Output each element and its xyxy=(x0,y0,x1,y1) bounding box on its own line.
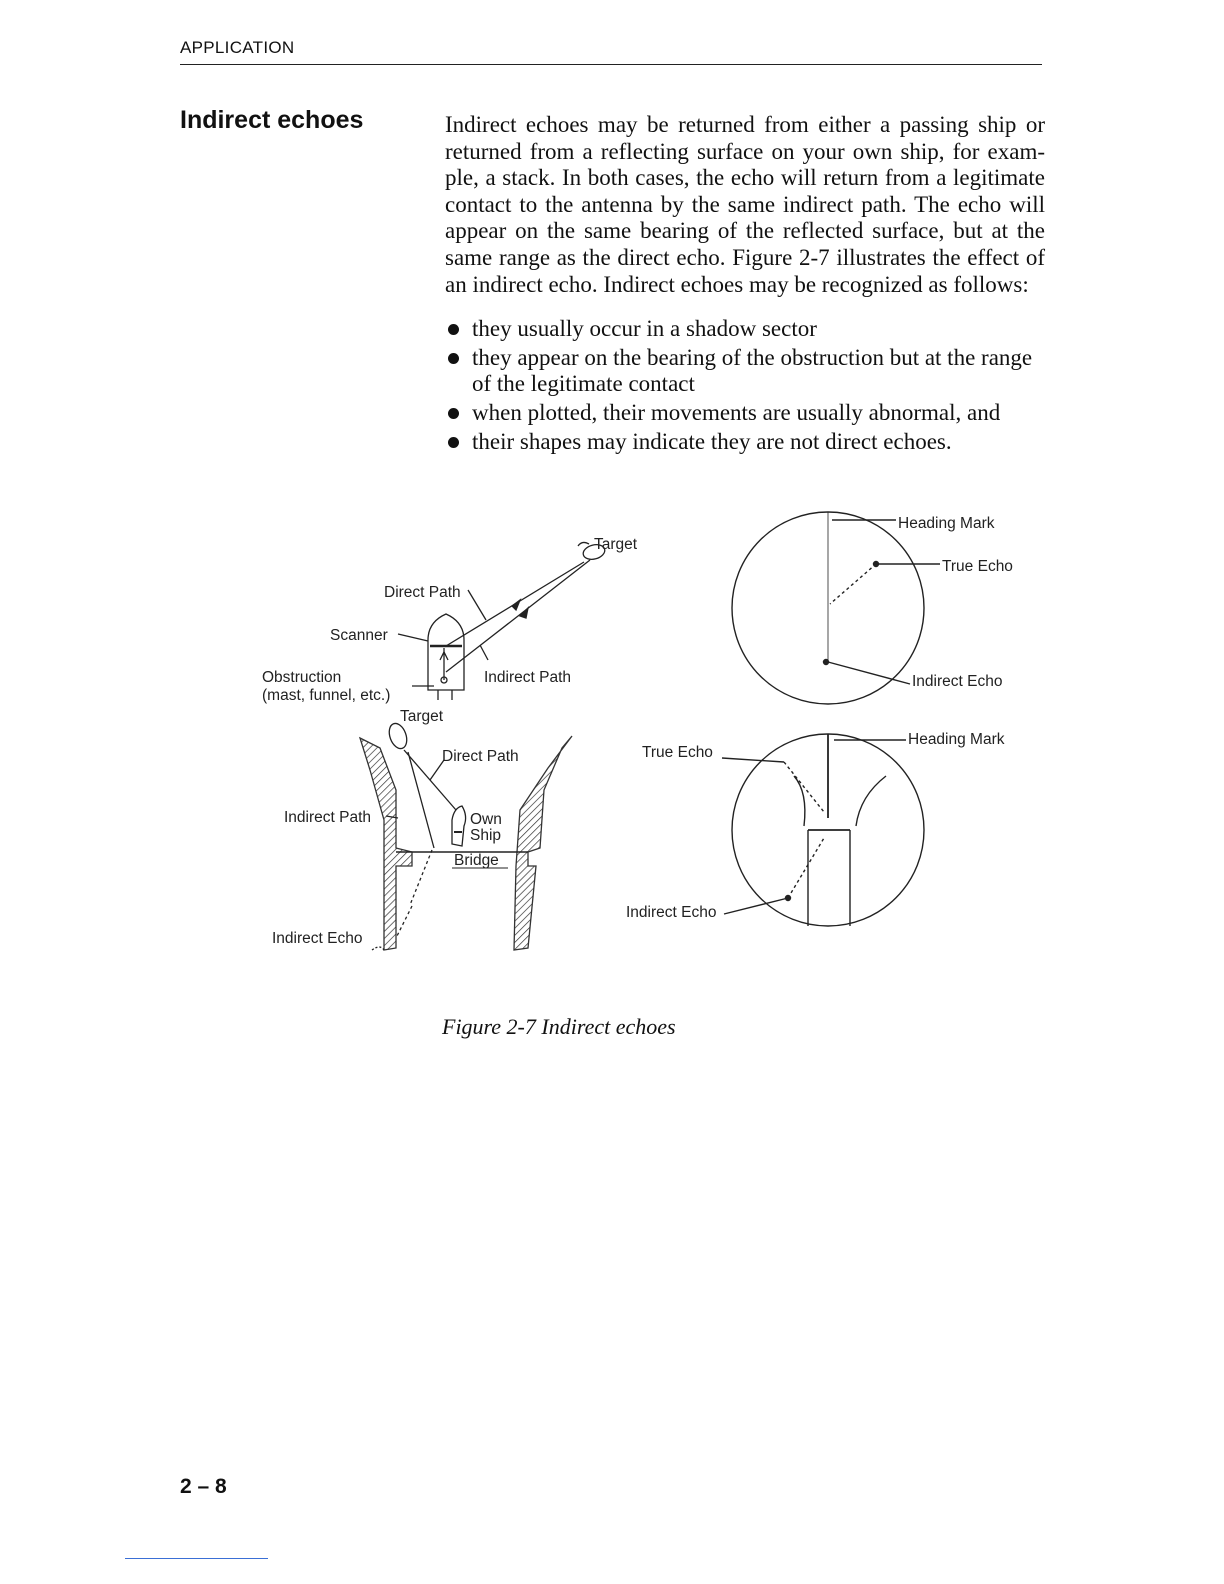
radar-display-lower xyxy=(722,734,924,926)
label-indirect-echo-2: Indirect Echo xyxy=(626,904,717,921)
label-ship: Ship xyxy=(470,827,502,844)
label-direct-path-top: Direct Path xyxy=(384,584,461,601)
true-echo-leader xyxy=(722,758,784,762)
figure-caption: Figure 2-7 Indirect echoes xyxy=(442,1014,676,1039)
running-header: APPLICATION xyxy=(180,38,295,57)
label-target-bottom: Target xyxy=(400,708,444,725)
paragraph-line: Indirect echoes may be returned from either a passing ship or xyxy=(445,112,1045,137)
label-indirect-path-top: Indirect Path xyxy=(484,669,572,686)
label-direct-path-bottom: Direct Path xyxy=(442,748,519,765)
list-item-text-continued: of the legitimate contact xyxy=(472,371,695,396)
section-heading: Indirect echoes xyxy=(180,106,364,134)
label-indirect-path-bottom: Indirect Path xyxy=(284,809,372,826)
hatched-wall-left xyxy=(360,738,412,950)
label-own: Own xyxy=(470,811,502,828)
list-item-text: their shapes may indicate they are not direct echoes. xyxy=(472,429,952,454)
paragraph-line: ple, a stack. In both cases, the echo will return from a legitimate xyxy=(445,165,1045,191)
radar-display-upper xyxy=(732,512,940,704)
list-item-text: they usually occur in a shadow sector xyxy=(472,316,817,341)
hatched-wall-right xyxy=(514,736,572,950)
footer-rule xyxy=(125,1558,268,1559)
label-heading-mark-1: Heading Mark xyxy=(898,515,995,532)
list-item-text: they appear on the bearing of the obstruction but at the range xyxy=(472,345,1033,370)
paragraph-line: an indirect echo. Indirect echoes may be recognized as follows: xyxy=(445,271,1029,297)
label-bridge: Bridge xyxy=(454,852,499,869)
label-obstruction: Obstruction xyxy=(262,669,342,686)
label-true-echo-1: True Echo xyxy=(942,558,1013,575)
label-heading-mark-2: Heading Mark xyxy=(908,731,1005,748)
paragraph-line: contact to the antenna by the same indirect path. The echo will xyxy=(445,191,1045,217)
label-true-echo-2: True Echo xyxy=(642,744,713,761)
indirect-path-line xyxy=(408,752,434,848)
list-item-text: when plotted, their movements are usually abnormal, and xyxy=(472,400,1001,425)
own-ship-icon xyxy=(452,806,466,846)
label-indirect-echo-bottom: Indirect Echo xyxy=(272,930,363,947)
indirect-path-line xyxy=(446,560,590,672)
paragraph-line: appear on the same bearing of the reflected surface, but at the xyxy=(445,218,1045,244)
label-target-top: Target xyxy=(594,536,638,553)
target-icon xyxy=(386,721,410,751)
label-obstruction-note: (mast, funnel, etc.) xyxy=(262,687,391,704)
paragraph-line: same range as the direct echo. Figure 2-7 illustrates the effect of xyxy=(445,244,1045,270)
page-number: 2 – 8 xyxy=(180,1475,227,1498)
label-scanner: Scanner xyxy=(330,627,388,644)
paragraph-line: returned from a reflecting surface on your own ship, for exam- xyxy=(445,138,1045,164)
label-indirect-echo-1: Indirect Echo xyxy=(912,673,1003,690)
